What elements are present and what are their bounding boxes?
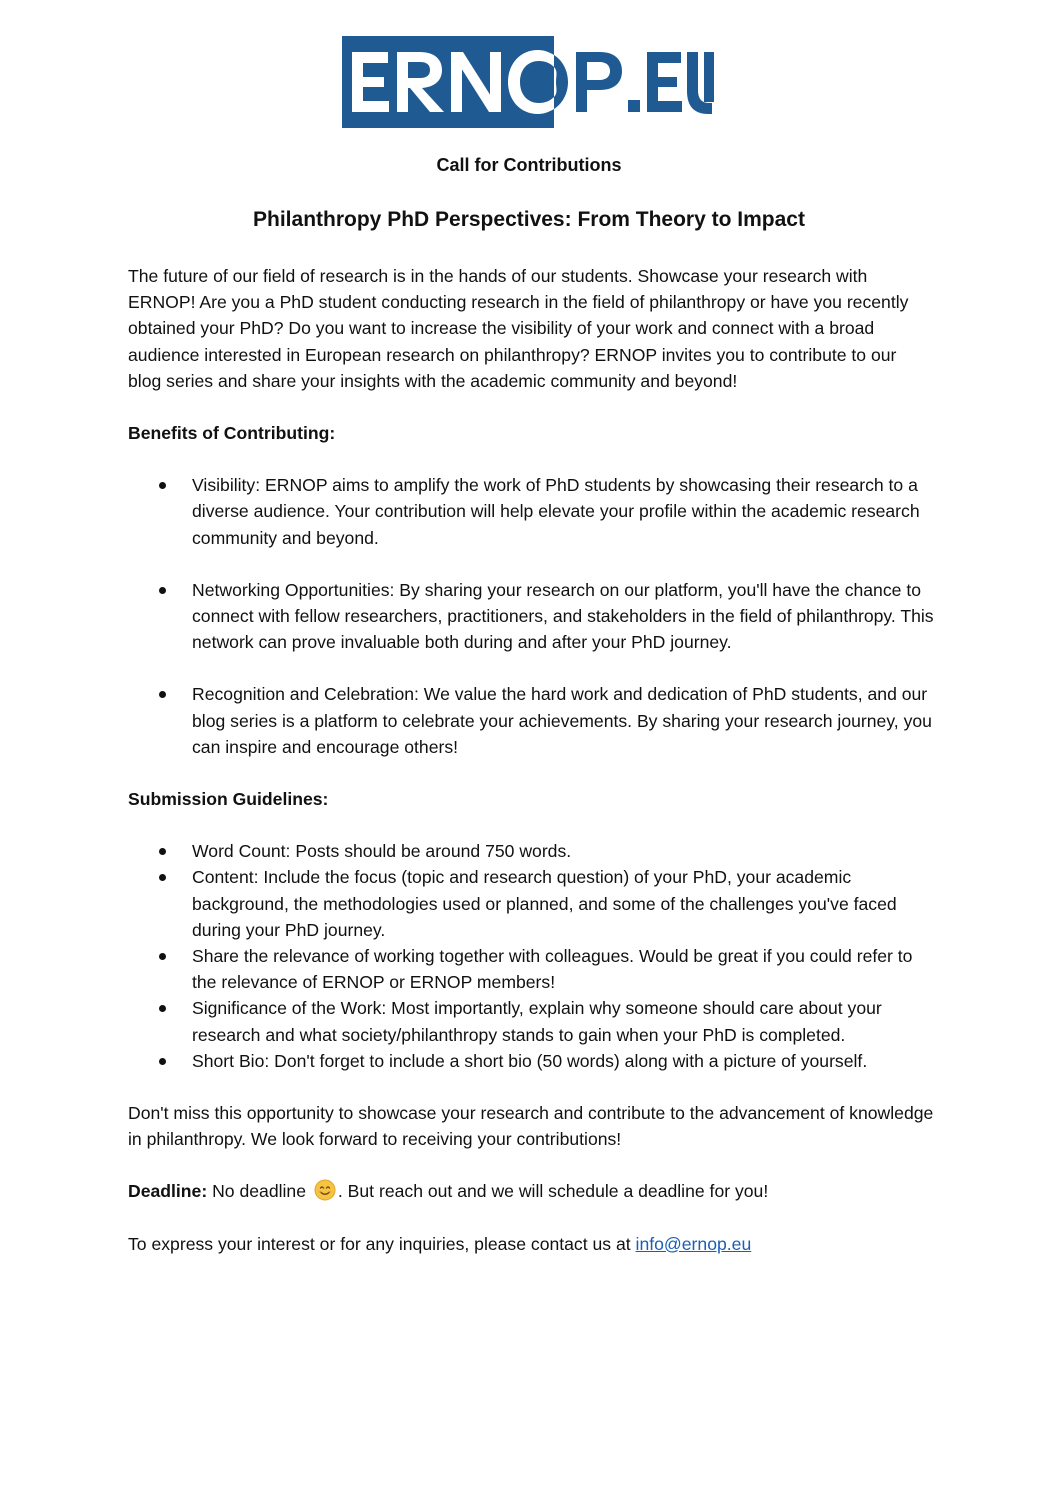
email-link[interactable]: info@ernop.eu [635, 1233, 752, 1254]
bullet-icon [159, 874, 166, 881]
list-item [128, 577, 934, 656]
closing-paragraph: Don't miss this opportunity to showcase your research and contribute to the advancement of knowledge in philanthropy. We look forward to receiving your contributions! [128, 1103, 934, 1150]
document-body [128, 263, 934, 1257]
list-item [128, 1048, 934, 1074]
deadline-text-after: . But reach out and we will schedule a deadline for you! [337, 1181, 769, 1202]
benefit-text: Visibility: ERNOP aims to amplify the work of PhD students by showcasing their research to a diverse audience. Your contribution will help elevate your profile within the academic research community and beyond. [192, 475, 920, 548]
bullet-icon [159, 691, 166, 698]
list-item [128, 864, 934, 943]
benefit-text: Networking Opportunities: By sharing your research on our platform, you'll have the chance to connect with fellow researchers, practitioners, and stakeholders in the field of philanthropy. This network can prove invaluable both during and after your PhD journey. [192, 579, 934, 653]
call-for-contributions-heading: Call for Contributions [436, 155, 622, 175]
bullet-icon [159, 587, 166, 594]
guidelines-list [128, 838, 934, 1074]
bullet-icon [159, 848, 166, 855]
contact-text: To express your interest or for any inquiries, please contact us at [128, 1233, 636, 1254]
guideline-text: Short Bio: Don't forget to include a short bio (50 words) along with a picture of yourself. [192, 1050, 868, 1071]
list-item [128, 472, 934, 551]
document-title: Philanthropy PhD Perspectives: From Theory to Impact [253, 208, 805, 231]
bullet-icon [159, 953, 166, 960]
guideline-text: Significance of the Work: Most importantly, explain why someone should care about your research and what society/philanthropy stands to gain when your PhD is completed. [192, 998, 882, 1045]
guideline-text: Content: Include the focus (topic and research question) of your PhD, your academic background, the methodologies used or planned, and some of the challenges you've faced during your PhD journey. [192, 867, 897, 940]
contact-line [128, 1231, 934, 1257]
bullet-icon [159, 482, 166, 489]
ernop-logo [342, 36, 714, 128]
deadline-line [128, 1178, 934, 1204]
deadline-label: Deadline: [128, 1181, 208, 1202]
guidelines-heading: Submission Guidelines: [128, 789, 329, 810]
bullet-icon [159, 1058, 166, 1065]
intro-paragraph: The future of our field of research is in the hands of our students. Showcase your research with ERNOP! Are you a PhD student conducting research in the field of philanthropy or have you recently obtained your PhD? Do you want to increase the visibility of your work and connect with a broad audience interested in European research on philanthropy? ERNOP invites you to contribute to our blog series and share your insights with the academic community and beyond! [128, 266, 909, 391]
smiley-icon [314, 1179, 336, 1201]
benefits-heading: Benefits of Contributing: [128, 423, 336, 444]
list-item [128, 681, 934, 760]
list-item [128, 995, 934, 1047]
list-item [128, 943, 934, 995]
benefits-list [128, 472, 934, 760]
list-item [128, 838, 934, 864]
bullet-icon [159, 1005, 166, 1012]
guideline-text: Word Count: Posts should be around 750 words. [192, 841, 572, 862]
benefit-text: Recognition and Celebration: We value the hard work and dedication of PhD students, and our blog series is a platform to celebrate your achievements. By sharing your research journey, you can inspire and encourage others! [192, 684, 932, 757]
guideline-text: Share the relevance of working together with colleagues. Would be great if you could refer to the relevance of ERNOP or ERNOP members! [192, 946, 913, 993]
deadline-text-before: No deadline [207, 1181, 311, 1202]
